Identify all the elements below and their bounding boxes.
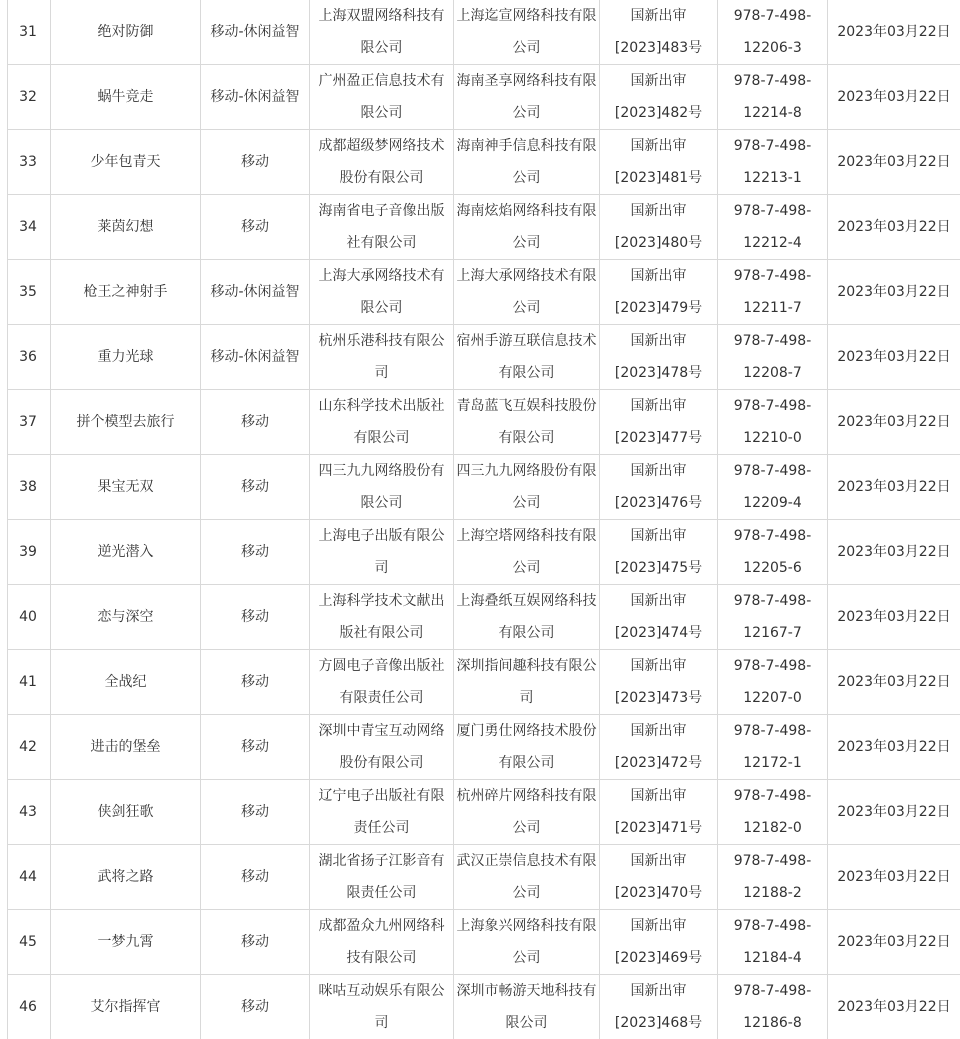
publisher-cell-text: 广州盈正信息技术有限公司 xyxy=(318,73,445,121)
game-name-cell: 武将之路 xyxy=(51,845,201,910)
isbn-cell-line: 978-7-498- xyxy=(733,8,812,24)
operator-cell-text: 深圳市畅游天地科技有限公司 xyxy=(456,983,597,1031)
operator-cell xyxy=(454,585,600,650)
approval-date-cell: 2023年03月22日 xyxy=(828,780,960,845)
isbn-cell-line: 12211-7 xyxy=(743,300,802,316)
approval-number-cell-line: [2023]471号 xyxy=(614,820,703,836)
category-cell: 移动 xyxy=(201,130,310,195)
table-row xyxy=(8,910,960,975)
publisher-cell xyxy=(310,520,454,585)
approval-number-cell-line: 国新出审 xyxy=(630,853,687,869)
publisher-cell xyxy=(310,0,454,65)
approval-number-cell xyxy=(600,715,718,780)
operator-cell-text: 上海叠纸互娱网络科技有限公司 xyxy=(456,593,597,641)
operator-cell-text: 杭州碎片网络科技有限公司 xyxy=(456,788,597,836)
table-row xyxy=(8,195,960,260)
isbn-cell-line: 12188-2 xyxy=(743,885,802,901)
isbn-cell xyxy=(718,195,828,260)
isbn-cell-line: 12205-6 xyxy=(743,560,802,576)
approval-number-cell xyxy=(600,455,718,520)
isbn-cell-line: 978-7-498- xyxy=(733,658,812,674)
isbn-cell xyxy=(718,325,828,390)
operator-cell-text: 上海迄宣网络科技有限公司 xyxy=(456,8,597,56)
game-approval-table xyxy=(7,0,960,1039)
isbn-cell xyxy=(718,0,828,65)
row-index-cell: 37 xyxy=(8,390,51,455)
approval-date-cell: 2023年03月22日 xyxy=(828,455,960,520)
approval-number-cell xyxy=(600,390,718,455)
operator-cell-text: 厦门勇仕网络技术股份有限公司 xyxy=(456,723,597,771)
approval-number-cell-line: [2023]473号 xyxy=(614,690,703,706)
category-cell: 移动 xyxy=(201,585,310,650)
isbn-cell-line: 12206-3 xyxy=(743,40,802,56)
publisher-cell xyxy=(310,455,454,520)
publisher-cell xyxy=(310,585,454,650)
approval-number-cell-line: 国新出审 xyxy=(630,268,687,284)
operator-cell xyxy=(454,910,600,975)
approval-number-cell xyxy=(600,585,718,650)
game-name-cell: 枪王之神射手 xyxy=(51,260,201,325)
approval-number-cell xyxy=(600,520,718,585)
row-index-cell: 34 xyxy=(8,195,51,260)
isbn-cell-line: 978-7-498- xyxy=(733,723,812,739)
publisher-cell xyxy=(310,650,454,715)
row-index-cell: 45 xyxy=(8,910,51,975)
isbn-cell xyxy=(718,910,828,975)
approval-number-cell-line: [2023]481号 xyxy=(614,170,703,186)
publisher-cell-text: 成都超级梦网络技术股份有限公司 xyxy=(318,138,445,186)
approval-number-cell-line: [2023]468号 xyxy=(614,1015,703,1031)
operator-cell xyxy=(454,325,600,390)
publisher-cell xyxy=(310,325,454,390)
publisher-cell-text: 海南省电子音像出版社有限公司 xyxy=(318,203,445,251)
approval-number-cell-line: 国新出审 xyxy=(630,138,687,154)
isbn-cell xyxy=(718,715,828,780)
isbn-cell xyxy=(718,585,828,650)
approval-date-cell: 2023年03月22日 xyxy=(828,260,960,325)
category-cell: 移动 xyxy=(201,650,310,715)
approval-date-cell: 2023年03月22日 xyxy=(828,195,960,260)
operator-cell-text: 四三九九网络股份有限公司 xyxy=(456,463,597,511)
publisher-cell-text: 上海科学技术文献出版社有限公司 xyxy=(318,593,445,641)
isbn-cell xyxy=(718,650,828,715)
approval-number-cell-line: 国新出审 xyxy=(630,463,687,479)
operator-cell xyxy=(454,975,600,1039)
game-name-cell: 少年包青天 xyxy=(51,130,201,195)
isbn-cell-line: 12207-0 xyxy=(743,690,802,706)
game-name-cell: 侠剑狂歌 xyxy=(51,780,201,845)
isbn-cell-line: 978-7-498- xyxy=(733,463,812,479)
isbn-cell-line: 12210-0 xyxy=(743,430,802,446)
approval-date-cell: 2023年03月22日 xyxy=(828,585,960,650)
operator-cell-text: 海南炫焰网络科技有限公司 xyxy=(456,203,597,251)
approval-date-cell: 2023年03月22日 xyxy=(828,0,960,65)
game-name-cell: 果宝无双 xyxy=(51,455,201,520)
operator-cell xyxy=(454,130,600,195)
game-name-cell: 绝对防御 xyxy=(51,0,201,65)
table-row xyxy=(8,130,960,195)
isbn-cell-line: 12186-8 xyxy=(743,1015,802,1031)
row-index-cell: 39 xyxy=(8,520,51,585)
table-row xyxy=(8,260,960,325)
publisher-cell-text: 方圆电子音像出版社有限责任公司 xyxy=(318,658,445,706)
category-cell: 移动-休闲益智 xyxy=(201,0,310,65)
category-cell: 移动 xyxy=(201,780,310,845)
approval-number-cell xyxy=(600,195,718,260)
operator-cell xyxy=(454,260,600,325)
approval-number-cell xyxy=(600,0,718,65)
publisher-cell-text: 成都盈众九州网络科技有限公司 xyxy=(318,918,445,966)
operator-cell-text: 宿州手游互联信息技术有限公司 xyxy=(456,333,597,381)
category-cell: 移动 xyxy=(201,390,310,455)
approval-date-cell: 2023年03月22日 xyxy=(828,910,960,975)
isbn-cell-line: 978-7-498- xyxy=(733,918,812,934)
game-name-cell: 重力光球 xyxy=(51,325,201,390)
game-name-cell: 一梦九霄 xyxy=(51,910,201,975)
approval-number-cell-line: [2023]480号 xyxy=(614,235,703,251)
game-name-cell: 莱茵幻想 xyxy=(51,195,201,260)
approval-number-cell-line: [2023]476号 xyxy=(614,495,703,511)
operator-cell-text: 武汉正崇信息技术有限公司 xyxy=(456,853,597,901)
operator-cell xyxy=(454,845,600,910)
publisher-cell-text: 上海双盟网络科技有限公司 xyxy=(318,8,445,56)
approval-date-cell: 2023年03月22日 xyxy=(828,975,960,1039)
isbn-cell-line: 978-7-498- xyxy=(733,203,812,219)
publisher-cell-text: 上海电子出版有限公司 xyxy=(318,528,445,576)
approval-date-cell: 2023年03月22日 xyxy=(828,650,960,715)
game-name-cell: 拼个模型去旅行 xyxy=(51,390,201,455)
table-row xyxy=(8,780,960,845)
isbn-cell-line: 12209-4 xyxy=(743,495,802,511)
approval-number-cell xyxy=(600,260,718,325)
operator-cell xyxy=(454,715,600,780)
approval-date-cell: 2023年03月22日 xyxy=(828,390,960,455)
approval-number-cell-line: 国新出审 xyxy=(630,73,687,89)
category-cell: 移动-休闲益智 xyxy=(201,65,310,130)
approval-number-cell xyxy=(600,325,718,390)
isbn-cell-line: 12184-4 xyxy=(743,950,802,966)
game-name-cell: 恋与深空 xyxy=(51,585,201,650)
approval-number-cell-line: 国新出审 xyxy=(630,723,687,739)
isbn-cell-line: 12212-4 xyxy=(743,235,802,251)
approval-number-cell-line: [2023]482号 xyxy=(614,105,703,121)
table-row xyxy=(8,520,960,585)
publisher-cell xyxy=(310,845,454,910)
operator-cell xyxy=(454,195,600,260)
game-name-cell: 进击的堡垒 xyxy=(51,715,201,780)
operator-cell xyxy=(454,0,600,65)
approval-number-cell-line: 国新出审 xyxy=(630,203,687,219)
publisher-cell xyxy=(310,260,454,325)
isbn-cell-line: 12172-1 xyxy=(743,755,802,771)
category-cell: 移动 xyxy=(201,845,310,910)
game-name-cell: 全战纪 xyxy=(51,650,201,715)
table-row xyxy=(8,845,960,910)
publisher-cell xyxy=(310,195,454,260)
publisher-cell xyxy=(310,780,454,845)
isbn-cell xyxy=(718,845,828,910)
publisher-cell xyxy=(310,715,454,780)
approval-date-cell: 2023年03月22日 xyxy=(828,65,960,130)
isbn-cell-line: 978-7-498- xyxy=(733,528,812,544)
approval-number-cell-line: [2023]470号 xyxy=(614,885,703,901)
approval-number-cell xyxy=(600,650,718,715)
table-row xyxy=(8,585,960,650)
category-cell: 移动 xyxy=(201,715,310,780)
isbn-cell-line: 12167-7 xyxy=(743,625,802,641)
operator-cell-text: 深圳指间趣科技有限公司 xyxy=(456,658,597,706)
approval-date-cell: 2023年03月22日 xyxy=(828,715,960,780)
table-row xyxy=(8,390,960,455)
table-row xyxy=(8,0,960,65)
approval-number-cell-line: [2023]475号 xyxy=(614,560,703,576)
table-row xyxy=(8,650,960,715)
category-cell: 移动 xyxy=(201,455,310,520)
operator-cell xyxy=(454,520,600,585)
approval-date-cell: 2023年03月22日 xyxy=(828,845,960,910)
isbn-cell xyxy=(718,390,828,455)
isbn-cell-line: 978-7-498- xyxy=(733,398,812,414)
publisher-cell xyxy=(310,390,454,455)
approval-date-cell: 2023年03月22日 xyxy=(828,325,960,390)
operator-cell xyxy=(454,650,600,715)
operator-cell xyxy=(454,390,600,455)
isbn-cell-line: 978-7-498- xyxy=(733,983,812,999)
row-index-cell: 38 xyxy=(8,455,51,520)
table-row xyxy=(8,715,960,780)
table-row xyxy=(8,455,960,520)
approval-number-cell xyxy=(600,130,718,195)
publisher-cell-text: 辽宁电子出版社有限责任公司 xyxy=(318,788,445,836)
publisher-cell-text: 四三九九网络股份有限公司 xyxy=(318,463,445,511)
approval-number-cell-line: 国新出审 xyxy=(630,398,687,414)
operator-cell xyxy=(454,455,600,520)
publisher-cell-text: 咪咕互动娱乐有限公司 xyxy=(318,983,445,1031)
row-index-cell: 42 xyxy=(8,715,51,780)
approval-number-cell-line: 国新出审 xyxy=(630,918,687,934)
row-index-cell: 41 xyxy=(8,650,51,715)
approval-number-cell xyxy=(600,780,718,845)
game-name-cell: 蜗牛竞走 xyxy=(51,65,201,130)
isbn-cell xyxy=(718,520,828,585)
publisher-cell-text: 山东科学技术出版社有限公司 xyxy=(318,398,445,446)
approval-date-cell: 2023年03月22日 xyxy=(828,520,960,585)
isbn-cell-line: 978-7-498- xyxy=(733,593,812,609)
isbn-cell-line: 978-7-498- xyxy=(733,853,812,869)
category-cell: 移动-休闲益智 xyxy=(201,260,310,325)
isbn-cell-line: 978-7-498- xyxy=(733,268,812,284)
operator-cell-text: 上海空塔网络科技有限公司 xyxy=(456,528,597,576)
approval-number-cell-line: [2023]478号 xyxy=(614,365,703,381)
row-index-cell: 44 xyxy=(8,845,51,910)
approval-number-cell-line: [2023]469号 xyxy=(614,950,703,966)
publisher-cell-text: 湖北省扬子江影音有限责任公司 xyxy=(318,853,445,901)
approval-number-cell-line: [2023]477号 xyxy=(614,430,703,446)
isbn-cell-line: 12214-8 xyxy=(743,105,802,121)
row-index-cell: 43 xyxy=(8,780,51,845)
table-body xyxy=(8,0,960,1039)
isbn-cell xyxy=(718,130,828,195)
isbn-cell-line: 12213-1 xyxy=(743,170,802,186)
approval-number-cell xyxy=(600,65,718,130)
approval-number-cell xyxy=(600,845,718,910)
approval-number-cell-line: 国新出审 xyxy=(630,8,687,24)
isbn-cell-line: 12182-0 xyxy=(743,820,802,836)
publisher-cell xyxy=(310,975,454,1039)
isbn-cell-line: 978-7-498- xyxy=(733,73,812,89)
approval-number-cell-line: 国新出审 xyxy=(630,658,687,674)
operator-cell-text: 海南神手信息科技有限公司 xyxy=(456,138,597,186)
approval-number-cell xyxy=(600,975,718,1039)
publisher-cell xyxy=(310,65,454,130)
approval-number-cell-line: [2023]472号 xyxy=(614,755,703,771)
row-index-cell: 46 xyxy=(8,975,51,1039)
category-cell: 移动 xyxy=(201,975,310,1039)
approval-number-cell-line: [2023]474号 xyxy=(614,625,703,641)
operator-cell xyxy=(454,65,600,130)
category-cell: 移动-休闲益智 xyxy=(201,325,310,390)
isbn-cell-line: 12208-7 xyxy=(743,365,802,381)
game-name-cell: 艾尔指挥官 xyxy=(51,975,201,1039)
publisher-cell xyxy=(310,910,454,975)
isbn-cell-line: 978-7-498- xyxy=(733,333,812,349)
table-row xyxy=(8,325,960,390)
approval-number-cell xyxy=(600,910,718,975)
row-index-cell: 36 xyxy=(8,325,51,390)
approval-number-cell-line: 国新出审 xyxy=(630,788,687,804)
row-index-cell: 40 xyxy=(8,585,51,650)
operator-cell-text: 上海大承网络技术有限公司 xyxy=(456,268,597,316)
approval-number-cell-line: 国新出审 xyxy=(630,593,687,609)
category-cell: 移动 xyxy=(201,520,310,585)
publisher-cell xyxy=(310,130,454,195)
category-cell: 移动 xyxy=(201,910,310,975)
table-row xyxy=(8,975,960,1039)
isbn-cell xyxy=(718,975,828,1039)
table-row xyxy=(8,65,960,130)
isbn-cell xyxy=(718,260,828,325)
approval-number-cell-line: [2023]479号 xyxy=(614,300,703,316)
operator-cell-text: 青岛蓝飞互娱科技股份有限公司 xyxy=(456,398,597,446)
row-index-cell: 33 xyxy=(8,130,51,195)
operator-cell-text: 上海象兴网络科技有限公司 xyxy=(456,918,597,966)
approval-number-cell-line: 国新出审 xyxy=(630,333,687,349)
operator-cell xyxy=(454,780,600,845)
game-name-cell: 逆光潜入 xyxy=(51,520,201,585)
approval-number-cell-line: 国新出审 xyxy=(630,528,687,544)
operator-cell-text: 海南圣享网络科技有限公司 xyxy=(456,73,597,121)
approval-number-cell-line: [2023]483号 xyxy=(614,40,703,56)
publisher-cell-text: 深圳中青宝互动网络股份有限公司 xyxy=(318,723,445,771)
approval-date-cell: 2023年03月22日 xyxy=(828,130,960,195)
isbn-cell-line: 978-7-498- xyxy=(733,138,812,154)
row-index-cell: 32 xyxy=(8,65,51,130)
publisher-cell-text: 上海大承网络技术有限公司 xyxy=(318,268,445,316)
publisher-cell-text: 杭州乐港科技有限公司 xyxy=(318,333,445,381)
isbn-cell xyxy=(718,65,828,130)
row-index-cell: 35 xyxy=(8,260,51,325)
row-index-cell: 31 xyxy=(8,0,51,65)
isbn-cell xyxy=(718,455,828,520)
category-cell: 移动 xyxy=(201,195,310,260)
isbn-cell-line: 978-7-498- xyxy=(733,788,812,804)
isbn-cell xyxy=(718,780,828,845)
approval-number-cell-line: 国新出审 xyxy=(630,983,687,999)
